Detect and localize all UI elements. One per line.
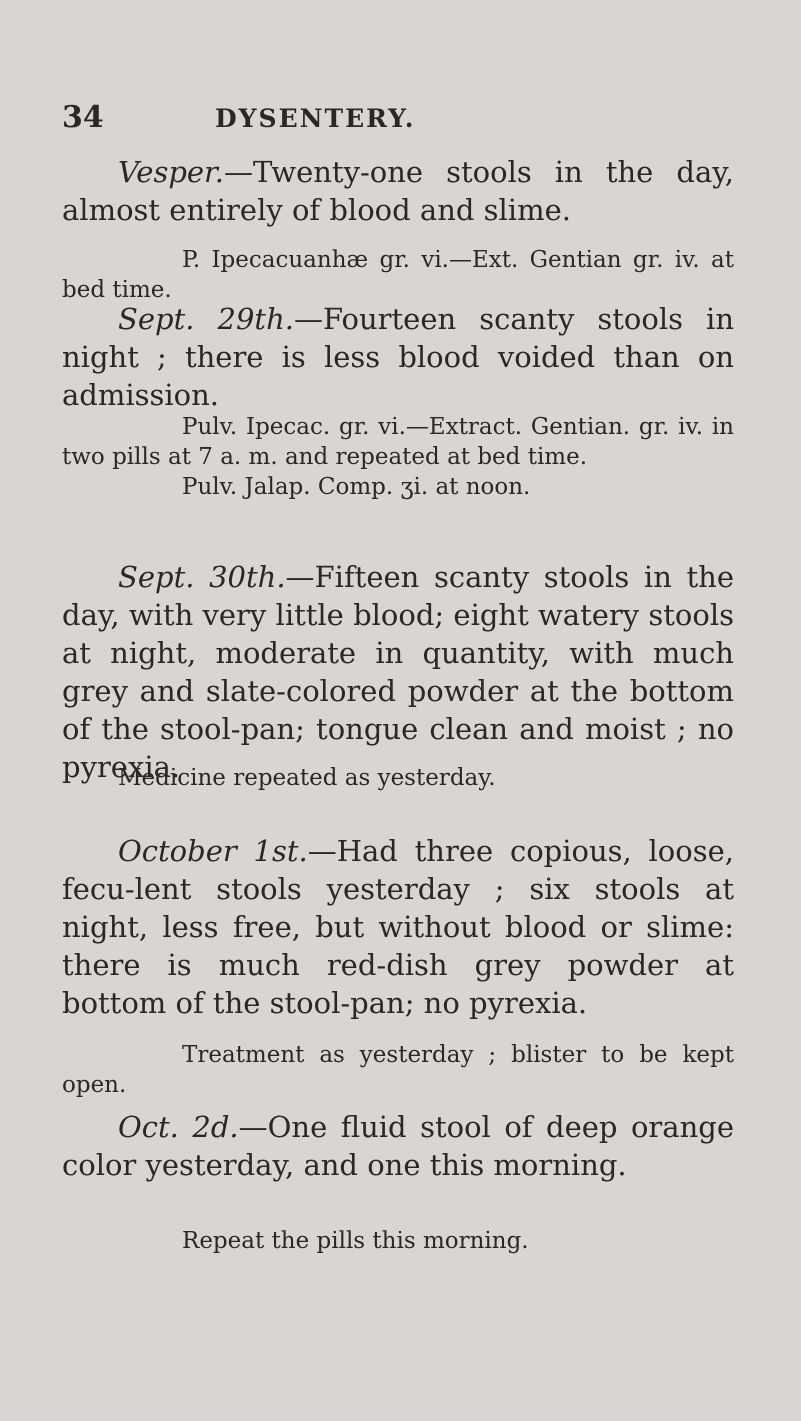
entry-text: —Twenty-one stools in the day, almost entirely of blood and slime. xyxy=(62,155,734,227)
paragraph-sept-29 xyxy=(62,300,734,414)
entry-text: —Had three copious, loose, fecu-lent stools yesterday ; six stools at night, less free, but without blood or slime: there is much red-dish grey powder at bottom of the stool-pan; no pyrexia. xyxy=(62,834,734,1020)
paragraph-vesper xyxy=(62,153,734,229)
paragraph-sept-30 xyxy=(62,558,734,786)
entry-date: Sept. 30th. xyxy=(118,560,286,594)
entry-date: Oct. 2d. xyxy=(118,1110,239,1144)
page-header xyxy=(0,100,801,140)
paragraph-oct-2 xyxy=(62,1108,734,1184)
page-number: 34 xyxy=(62,100,104,135)
entry-text: —One fluid stool of deep orange color yesterday, and one this morning. xyxy=(62,1110,734,1182)
running-head: DYSENTERY. xyxy=(215,104,416,133)
entry-date: Vesper. xyxy=(118,155,224,189)
prescription-5: Repeat the pills this morning. xyxy=(182,1228,529,1254)
paragraph-october-1 xyxy=(62,832,734,1022)
prescription-4: Treatment as yesterday ; blister to be kept open. xyxy=(62,1042,734,1098)
prescription-2b: Pulv. Jalap. Comp. ʒi. at noon. xyxy=(182,474,531,500)
entry-text: —Fifteen scanty stools in the day, with very little blood; eight watery stools at night, moderate in quantity, with much grey and slate-colored powder at the bottom of the stool-pan; tongue clean and moist ; no pyrexia. xyxy=(62,560,735,784)
prescription-3: Medicine repeated as yesterday. xyxy=(118,765,496,791)
prescription-2a: Pulv. Ipecac. gr. vi.—Extract. Gentian. gr. iv. in two pills at 7 a. m. and repeated at bed time. xyxy=(62,414,734,470)
entry-text: —Fourteen scanty stools in night ; there is less blood voided than on admission. xyxy=(62,302,734,412)
entry-date: Sept. 29th. xyxy=(118,302,294,336)
entry-date: October 1st. xyxy=(118,834,308,868)
prescription-1: P. Ipecacuanhæ gr. vi.—Ext. Gentian gr. iv. at bed time. xyxy=(62,247,734,303)
